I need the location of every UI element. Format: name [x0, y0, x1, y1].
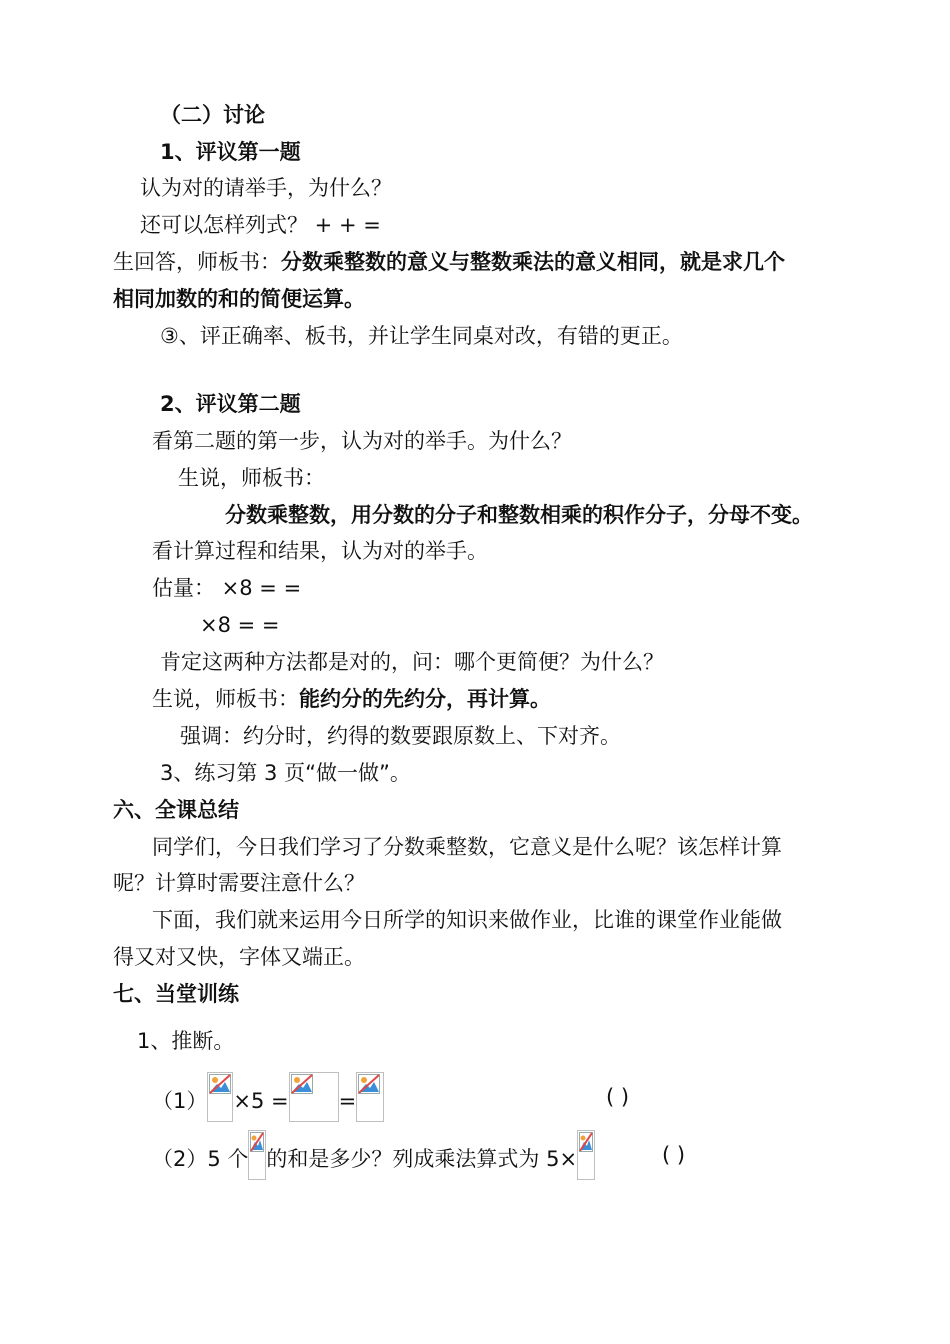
- exercise-1-times: ×5 =: [233, 1089, 289, 1113]
- broken-image-icon: [356, 1072, 384, 1122]
- broken-image-icon: [577, 1130, 595, 1180]
- exercise-2-mid: 的和是多少？列成乘法算式为 5×: [266, 1147, 578, 1171]
- q2-process: 看计算过程和结果，认为对的举手。: [152, 539, 488, 563]
- exercise-1-eq: =: [338, 1089, 357, 1113]
- exercise-1-label: （1）: [152, 1089, 208, 1113]
- q1-answer-prefix: 生回答，师板书：: [113, 250, 281, 274]
- summary-p1-line2: 呢？计算时需要注意什么？: [113, 871, 365, 895]
- q2-say2-prefix: 生说，师板书：: [152, 687, 299, 711]
- q2-title: 2、评议第二题: [160, 392, 301, 416]
- summary-p1-line1: 同学们，今日我们学习了分数乘整数，它意义是什么呢？该怎样计算: [152, 835, 782, 859]
- q1-answer: [113, 247, 785, 277]
- q2-emphasis: 强调：约分时，约得的数要跟原数上、下对齐。: [180, 724, 621, 748]
- summary-p2-line2: 得又对又快，字体又端正。: [113, 945, 365, 969]
- q1-note: ③、评正确率、板书，并让学生同桌对改，有错的更正。: [160, 324, 683, 348]
- q1-title: 1、评议第一题: [160, 140, 301, 164]
- broken-image-icon: [248, 1130, 266, 1180]
- q2-say2-bold: 能约分的先约分，再计算。: [299, 687, 551, 711]
- q1-answer-bold: 分数乘整数的意义与整数乘法的意义相同，就是求几个: [281, 250, 785, 274]
- broken-image-icon: [207, 1072, 233, 1122]
- exercise-2-text: （2）5 个: [152, 1147, 249, 1171]
- broken-image-icon: [289, 1072, 339, 1122]
- exercise-1-answer-paren: ( ): [606, 1085, 630, 1109]
- q1-alt: 还可以怎样列式？ + + =: [140, 213, 381, 237]
- q2-step1: 看第二题的第一步，认为对的举手。为什么？: [152, 429, 572, 453]
- exercise-1: [152, 1072, 384, 1126]
- section-heading-summary: 六、全课总结: [113, 798, 239, 822]
- q3: 3、练习第 3 页“做一做”。: [160, 761, 411, 785]
- q2-compare: 肯定这两种方法都是对的，问：哪个更简便？为什么？: [160, 650, 664, 674]
- practice-item1: 1、推断。: [137, 1029, 235, 1053]
- q1-answer-bold-line2: 相同加数的和的简便运算。: [113, 287, 365, 311]
- q1-ask: 认为对的请举手，为什么？: [140, 176, 392, 200]
- q2-rule: 分数乘整数，用分数的分子和整数相乘的积作分子，分母不变。: [225, 503, 813, 527]
- q2-say: 生说，师板书：: [178, 466, 325, 490]
- q2-say2: [152, 684, 551, 714]
- section-heading-discussion: （二）讨论: [160, 103, 265, 127]
- summary-p2-line1: 下面，我们就来运用今日所学的知识来做作业，比谁的课堂作业能做: [152, 908, 782, 932]
- exercise-2: [152, 1130, 595, 1184]
- q2-estimate-2: ×8 = =: [200, 613, 280, 637]
- q2-estimate-1: 估量： ×8 = =: [152, 576, 302, 600]
- exercise-2-answer-paren: ( ): [662, 1143, 686, 1167]
- section-heading-practice: 七、当堂训练: [113, 982, 239, 1006]
